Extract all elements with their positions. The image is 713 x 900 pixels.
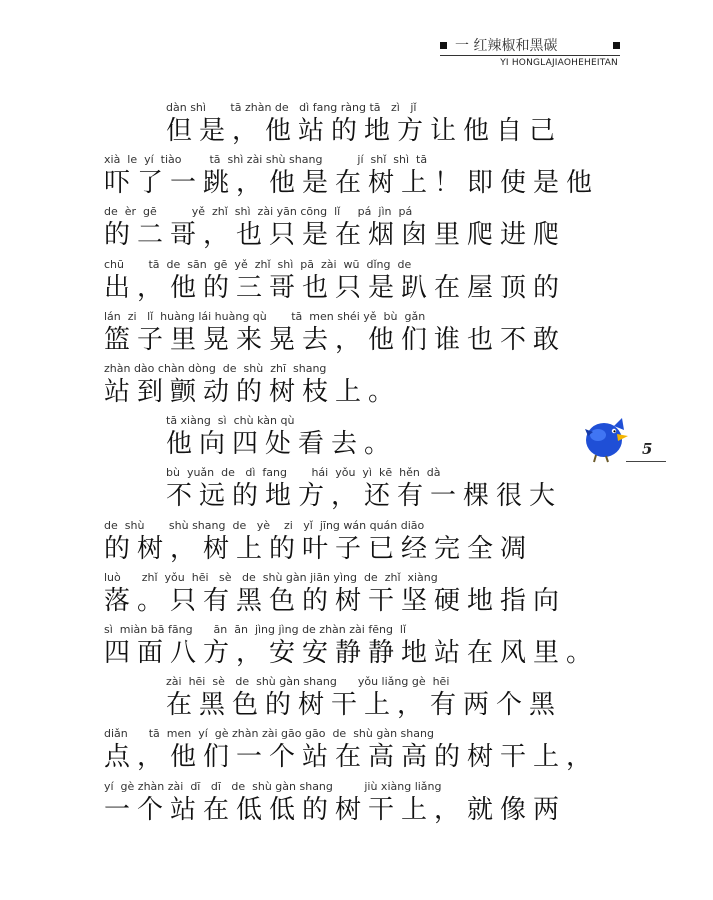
pinyin-line: zài hēi sè de shù gàn shang yǒu liǎng gè hēi [166,675,450,689]
pinyin-line: luò zhǐ yǒu hēi sè de shù gàn jiān yìng de zhǐ xiàng [104,570,438,584]
hanzi-line: 在黑色的树干上，有两个黑 [166,690,563,721]
text-line [0,257,713,307]
hanzi-line: 四面八方，安安静静地站在风里。 [104,638,600,668]
pinyin-line: sì miàn bā fāng ān ān jìng jìng de zhàn zài fēng lǐ [104,623,407,636]
hanzi-line: 他向四处看去。 [166,429,398,460]
pinyin-line: de èr gē yě zhǐ shì zài yān cōng lǐ pá jìn pá [104,205,413,219]
pinyin-line: xià le yí tiào tā shì zài shù shang jí shǐ shì tā [104,153,428,167]
hanzi-line: 篮子里晃来晃去，他们谁也不敢 [104,324,567,355]
hanzi-line: 吓了一跳，他是在树上！即使是他 [104,168,600,199]
header-subtitle: YI HONGLAJIAOHEHEITAN [500,58,618,68]
text-line [0,152,713,202]
pinyin-line: dàn shì tā zhàn de dì fang ràng tā zì jǐ [166,101,417,114]
text-line [0,361,713,411]
text-line [0,465,713,515]
text-line [0,309,713,359]
hanzi-line: 一个站在低低的树干上，就像两 [104,794,567,825]
pinyin-line: lán zi lǐ huàng lái huàng qù tā men shéi yě bù gǎn [104,309,426,323]
pinyin-line: tā xiàng sì chù kàn qù [166,414,295,428]
text-line [0,726,713,776]
hanzi-line: 落。只有黑色的树干坚硬地指向 [104,585,567,616]
text-line [0,779,713,829]
text-line [0,518,713,568]
pinyin-line: yí gè zhàn zài dī dī de shù gàn shang jiù xiàng liǎng [104,779,442,793]
pinyin-line: zhàn dào chàn dòng de shù zhī shang [104,362,327,375]
hanzi-line: 点，他们一个站在高高的树干上， [104,742,600,773]
text-line [0,674,713,724]
text-line [0,570,713,620]
hanzi-line: 出，他的三哥也只是趴在屋顶的 [104,272,567,303]
header-title: 一 红辣椒和黑碳 [455,38,558,54]
pinyin-line: bù yuǎn de dì fang hái yǒu yì kē hěn dà [166,466,441,480]
page-number: 5 [642,440,653,458]
hanzi-line: 的树，树上的叶子已经完全凋 [104,533,534,564]
hanzi-line: 但是，他站的地方让他自己 [166,116,563,146]
page-number-rule [626,461,666,462]
hanzi-line: 的二哥，也只是在烟囱里爬进爬 [104,220,567,251]
text-line [0,622,713,672]
hanzi-line: 站到颤动的树枝上。 [104,377,402,407]
pinyin-line: diǎn tā men yí gè zhàn zài gāo gāo de shù gàn shang [104,727,434,741]
pinyin-line: de shù shù shang de yè zi yǐ jīng wán quán diāo [104,518,425,532]
hanzi-line: 不远的地方，还有一棵很大 [166,481,563,512]
text-line [0,204,713,254]
text-line [0,100,713,150]
pinyin-line: chū tā de sān gē yě zhǐ shì pā zài wū dǐng de [104,257,412,271]
